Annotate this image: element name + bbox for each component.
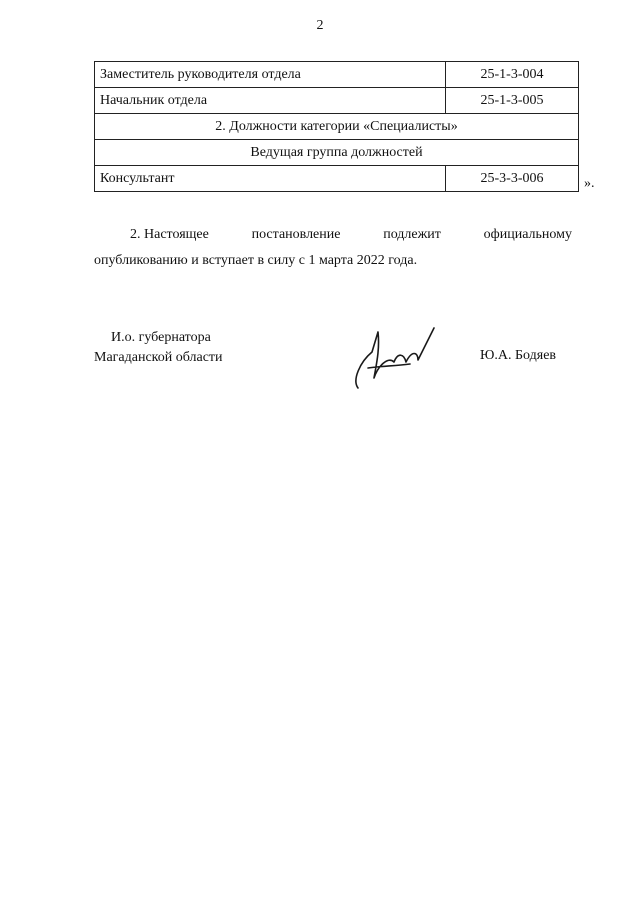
paragraph-line-1 xyxy=(94,227,572,243)
group-header-row xyxy=(95,140,579,166)
position-code-cell: 25-3-3-006 xyxy=(446,166,579,192)
table-row xyxy=(95,62,579,88)
paragraph-word: постановление xyxy=(251,227,341,242)
signatory-title xyxy=(94,328,223,368)
positions-table xyxy=(94,61,579,192)
position-code-cell: 25-1-3-005 xyxy=(446,88,579,114)
handwritten-signature xyxy=(348,322,438,394)
section-header-cell: 2. Должности категории «Специалисты» xyxy=(95,114,579,140)
group-header-cell: Ведущая группа должностей xyxy=(95,140,579,166)
signatory-name: Ю.А. Бодяев xyxy=(480,348,557,363)
position-title-cell: Консультант xyxy=(95,166,446,192)
position-code-cell: 25-1-3-004 xyxy=(446,62,579,88)
paragraph-word: подлежит xyxy=(383,227,441,242)
signatory-title-line-1: И.о. губернатора xyxy=(111,330,211,345)
position-title-cell: Заместитель руководителя отдела xyxy=(95,62,446,88)
page-number: 2 xyxy=(316,18,324,33)
section-header-row xyxy=(95,114,579,140)
paragraph-word: официальному xyxy=(483,227,572,242)
position-title-cell: Начальник отдела xyxy=(95,88,446,114)
closing-quote: ». xyxy=(584,176,595,191)
table-row xyxy=(95,88,579,114)
paragraph-line-2: опубликованию и вступает в силу с 1 марта 2022 года. xyxy=(94,253,418,268)
paragraph-word: 2. Настоящее xyxy=(130,227,209,242)
table-row xyxy=(95,166,579,192)
signatory-title-line-2: Магаданской области xyxy=(94,350,223,365)
